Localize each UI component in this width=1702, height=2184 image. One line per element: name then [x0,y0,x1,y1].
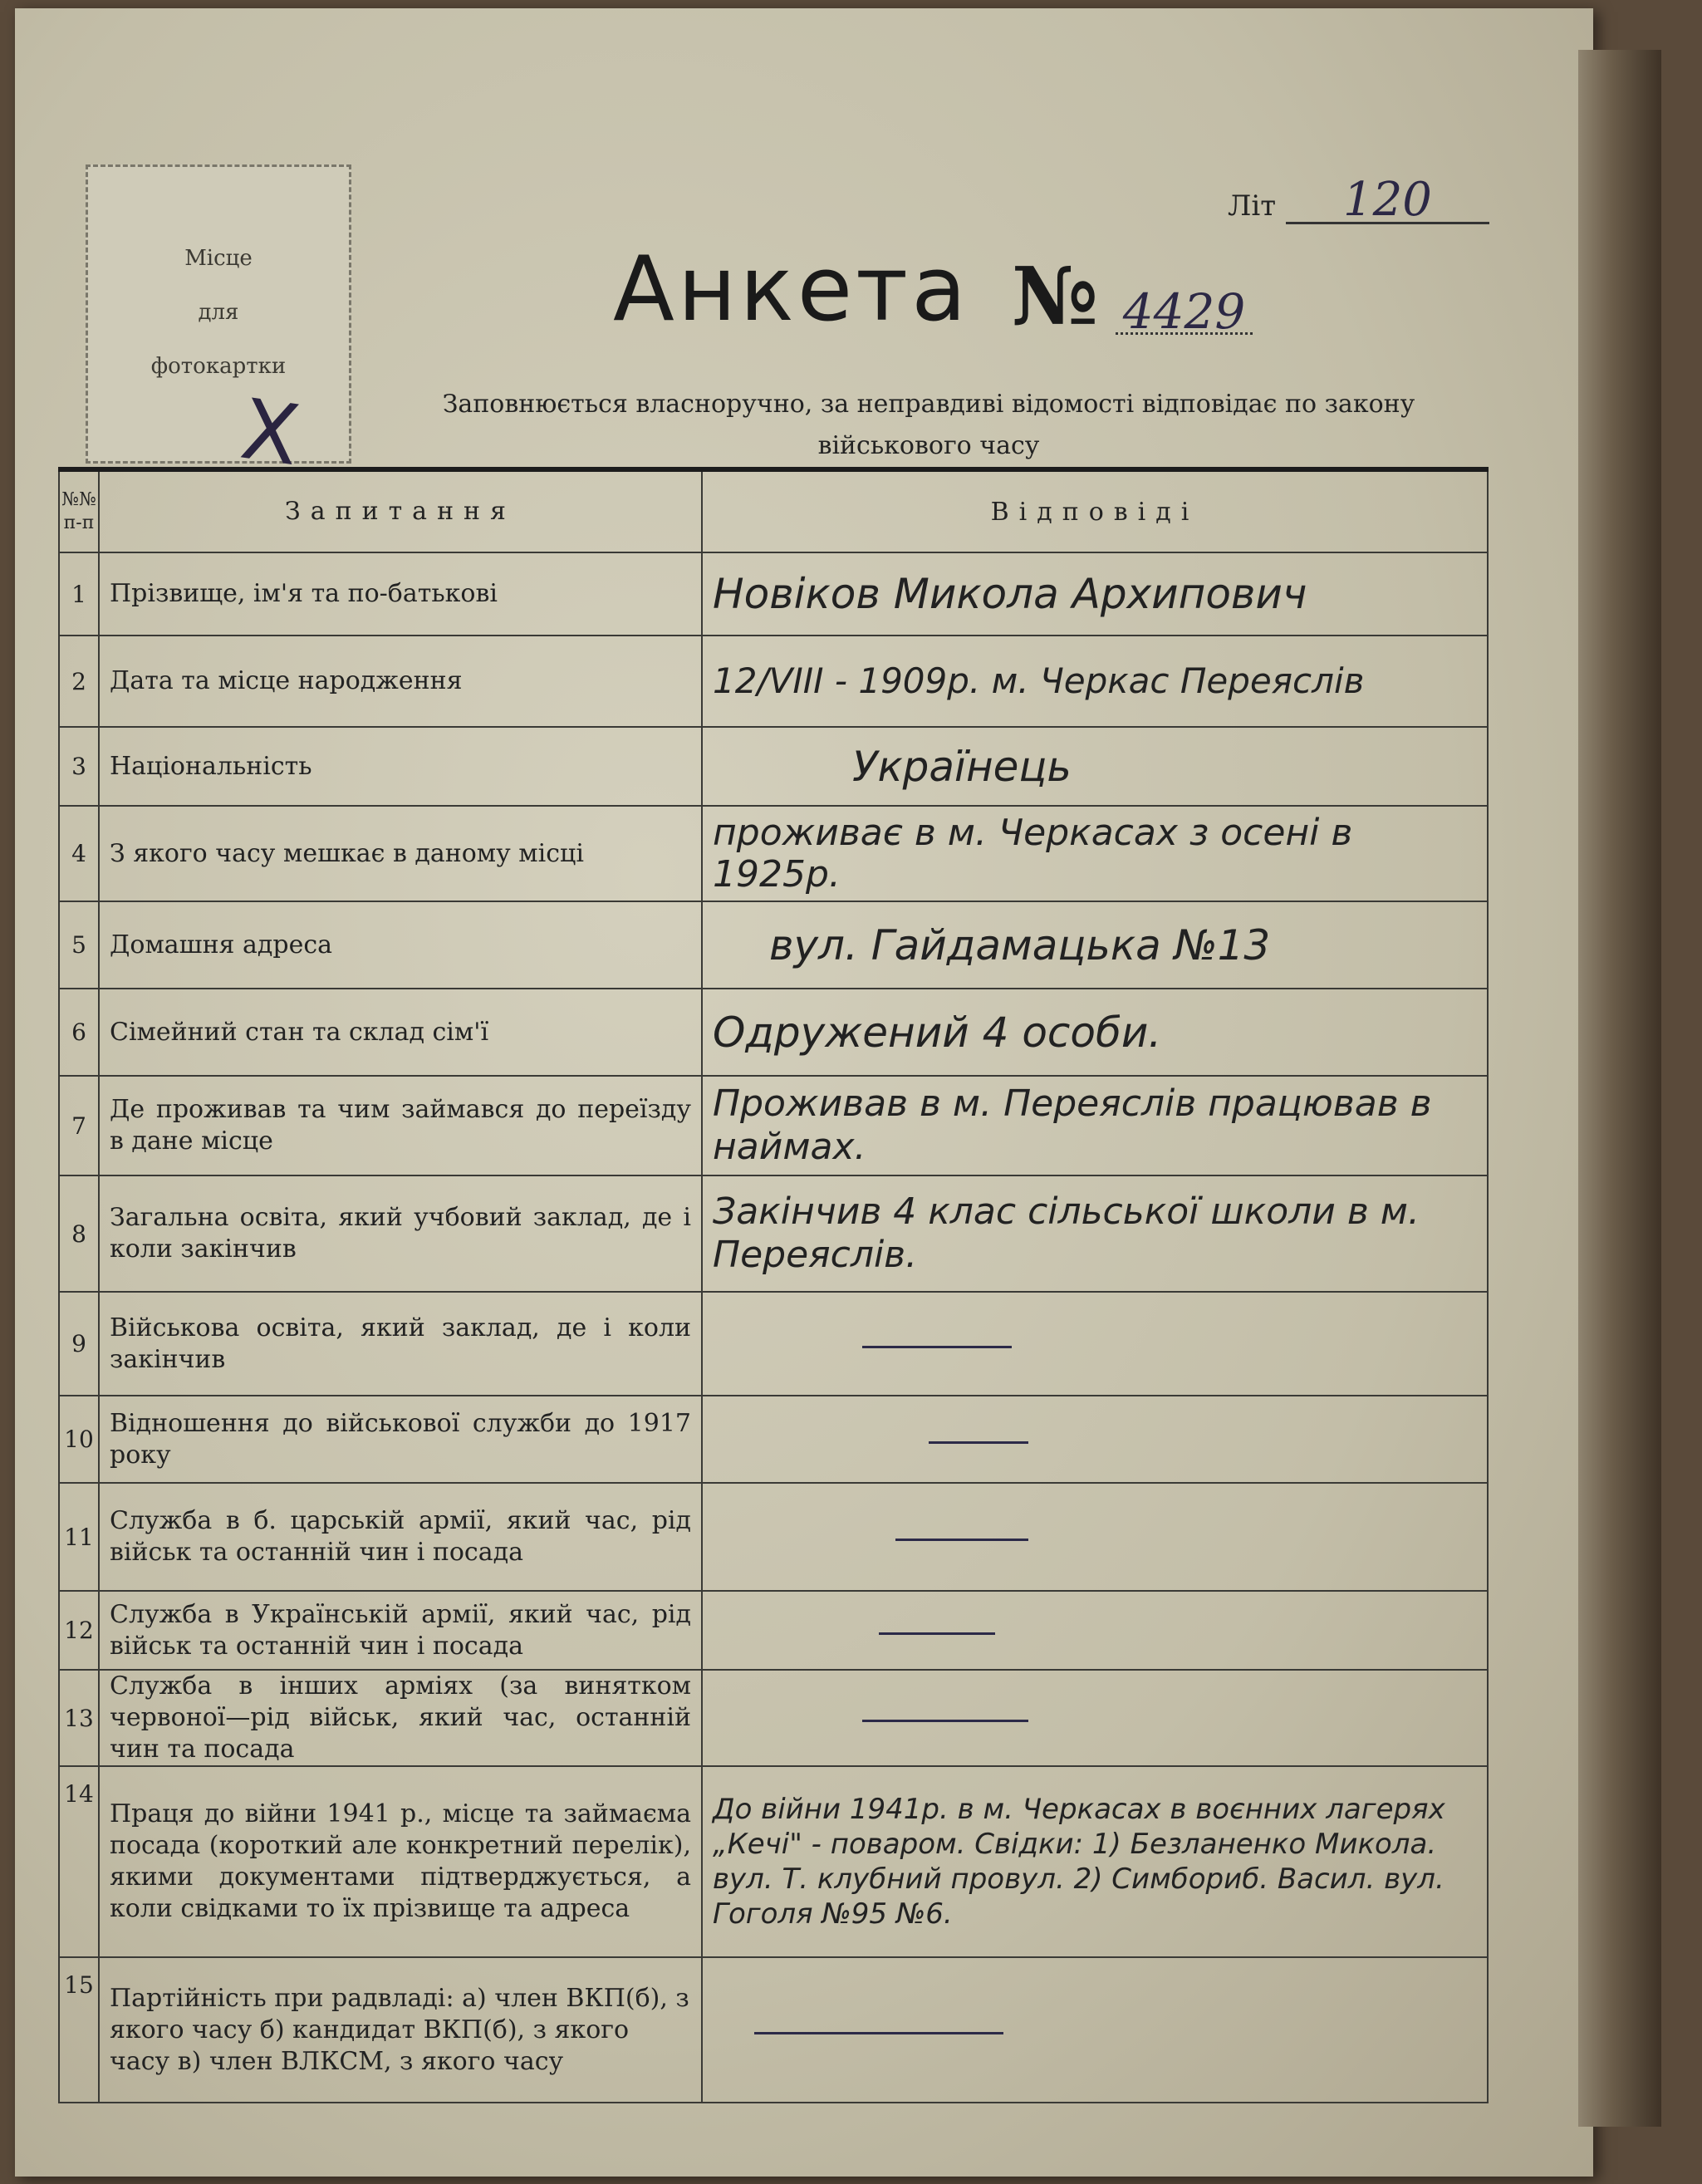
answer-cell [702,1292,1488,1396]
questionnaire-table [58,467,1489,2103]
answer-cell [702,1396,1488,1483]
row-number: 4 [59,806,99,901]
answer-cell: Новіков Микола Архипович [702,552,1488,636]
question-cell: Служба в Українській армії, який час, рід військ та останній чин і посада [99,1591,702,1670]
table-row [59,552,1488,636]
question-cell: Праця до війни 1941 р., місце та займаєма посада (короткий але конкретний перелік), якими документами підтверджується, а коли свідками то їх прізвище та адреса [99,1766,702,1957]
question-cell: Сімейний стан та склад сім'ї [99,989,702,1076]
row-number: 12 [59,1591,99,1670]
form-number: 4429 [1116,291,1253,335]
question-cell: Партійність при радвладі: а) член ВКП(б), з якого часу б) кандидат ВКП(б), з якого часу в) член ВЛКСМ, з якого часу [99,1957,702,2103]
table-row [59,1483,1488,1591]
row-number: 5 [59,901,99,989]
question-cell: Національність [99,727,702,806]
row-number: 15 [59,1957,99,2103]
questionnaire-page [15,8,1593,2177]
row-number: 3 [59,727,99,806]
table-row [59,1670,1488,1766]
header-num: №№ п-п [59,469,99,552]
question-cell: Домашня адреса [99,901,702,989]
question-cell: Прізвище, ім'я та по-батькові [99,552,702,636]
row-number: 2 [59,636,99,727]
answer-cell: Українець [702,727,1488,806]
question-cell: Відношення до військової служби до 1917 року [99,1396,702,1483]
page-stack-edge [1578,50,1661,2127]
answer-cell: Одружений 4 особи. [702,989,1488,1076]
sheet-number: 120 [1286,179,1489,224]
question-cell: Служба в б. царській армії, який час, рід військ та останній чин і посада [99,1483,702,1591]
row-number: 9 [59,1292,99,1396]
table-row [59,1396,1488,1483]
table-row [59,636,1488,727]
table-row [59,1957,1488,2103]
table-row [59,1076,1488,1175]
table-row [59,1766,1488,1957]
row-number: 14 [59,1766,99,1957]
row-number: 11 [59,1483,99,1591]
number-sign: № [1012,249,1099,343]
question-cell: Де проживав та чим займався до переїзду в дане місце [99,1076,702,1175]
table-row [59,901,1488,989]
table-row [59,727,1488,806]
empty-answer-dash [862,1346,1012,1348]
row-number: 10 [59,1396,99,1483]
table-row [59,1591,1488,1670]
photo-label-3: фотокартки [150,354,287,379]
question-cell: Загальна освіта, який учбовий заклад, де і коли закінчив [99,1175,702,1292]
empty-answer-dash [879,1632,995,1635]
answer-cell: 12/VIII - 1909р. м. Черкас Переяслів [702,636,1488,727]
sheet-label: Літ [1228,189,1277,223]
row-number: 1 [59,552,99,636]
empty-answer-dash [929,1441,1028,1444]
photo-label-2: для [198,300,239,325]
empty-answer-dash [862,1720,1028,1722]
question-cell: З якого часу мешкає в даному місці [99,806,702,901]
photo-label-1: Місце [184,246,253,271]
row-number: 7 [59,1076,99,1175]
answer-cell: вул. Гайдамацька №13 [702,901,1488,989]
question-cell: Військова освіта, який заклад, де і коли закінчив [99,1292,702,1396]
answer-cell [702,1670,1488,1766]
question-cell: Дата та місце народження [99,636,702,727]
form-title: Анкета [613,238,970,341]
empty-answer-dash [895,1539,1028,1541]
header-answer: Відповіді [702,469,1488,552]
table-row [59,1292,1488,1396]
answer-cell: Закінчив 4 клас сільської школи в м. Переяслів. [702,1175,1488,1292]
row-number: 6 [59,989,99,1076]
question-cell: Служба в інших арміях (за винятком червоної—рід військ, який час, останній чин та посада [99,1670,702,1766]
answer-cell [702,1483,1488,1591]
answer-cell [702,1957,1488,2103]
form-subtitle: Заповнюється власноручно, за неправдиві відомості відповідає по закону військового часу [442,390,1415,460]
answer-cell [702,1591,1488,1670]
table-header-row [59,469,1488,552]
answer-cell: До війни 1941р. в м. Черкасах в воєнних лагерях „Кечі" - поваром. Свідки: 1) Безланенко Микола. вул. Т. клубний провул. 2) Симбориб. Васил. вул. Гоголя №95 №6. [702,1766,1488,1957]
table-row [59,806,1488,901]
row-number: 13 [59,1670,99,1766]
table-row [59,1175,1488,1292]
photo-placeholder [86,164,351,485]
answer-cell: проживає в м. Черкасах з осені в 1925р. [702,806,1488,901]
header-question: Запитання [99,469,702,552]
answer-cell: Проживав в м. Переяслів працював в наймах. [702,1076,1488,1175]
photo-cross-mark: X [235,380,306,485]
row-number: 8 [59,1175,99,1292]
table-row [59,989,1488,1076]
empty-answer-dash [754,2032,1003,2034]
